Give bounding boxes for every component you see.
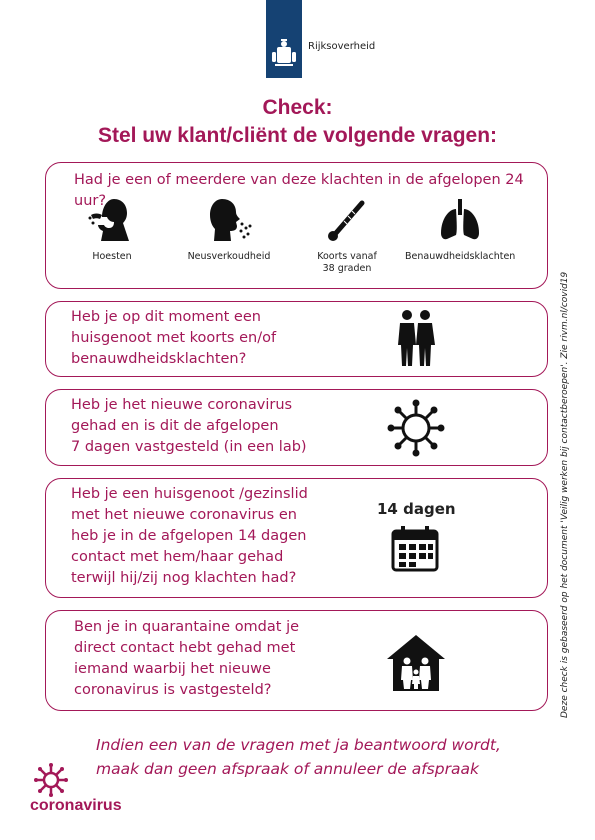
question-text [74,617,299,701]
brand-wordmark: coronavirus [30,797,122,814]
symptom-fever [292,195,402,275]
question-line: Ben je in quarantaine omdat je [74,619,300,635]
question-line: heb je in de afgelopen 14 dagen [71,528,307,544]
symptom-cough [57,195,167,263]
title-check: Check: [262,96,333,119]
symptom-label: Neusverkoudheid [187,251,271,262]
symptom-label: Hoesten [92,251,132,262]
question-card-household-contact [45,478,548,598]
question-card-household-fever [45,301,548,377]
symptoms-question: Had je een of meerdere van deze klachten in de afgelopen 24 uur? [74,172,524,209]
symptom-label-line1: Koorts vanaf [317,251,377,262]
coughing-person-icon [87,195,137,245]
calendar-icon [391,526,439,572]
org-name: Rijksoverheid [308,41,376,52]
question-text [71,307,276,370]
question-line: direct contact hebt gehad met [74,640,296,656]
question-line: terwijl hij/zij nog klachten had? [71,570,297,586]
household-people-icon [395,308,437,368]
question-text [71,395,307,458]
question-line: coronavirus is vastgesteld? [74,682,272,698]
question-card-quarantine [45,610,548,711]
question-line: benauwdheidsklachten? [71,351,247,367]
coronavirus-logo-icon [33,762,69,798]
question-line: Heb je op dit moment een [71,309,261,325]
question-text [71,484,308,589]
question-card-coronavirus-diagnosed [45,389,548,466]
footer-line: Indien een van de vragen met ja beantwoord wordt, [96,736,501,754]
question-line: iemand waarbij het nieuwe [74,661,271,677]
virus-icon [384,396,448,460]
thermometer-icon [322,195,372,245]
question-line: huisgenoot met koorts en/of [71,330,277,346]
lungs-icon [435,195,485,245]
question-line: Heb je het nieuwe coronavirus [71,397,293,413]
symptom-label-line2: 38 graden [322,263,372,274]
question-line: 7 dagen vastgesteld (in een lab) [71,439,307,455]
symptom-label: Benauwdheidsklachten [405,251,516,262]
sneezing-person-icon [204,195,254,245]
footer-line: maak dan geen afspraak of annuleer de afspraak [96,760,479,778]
symptom-breathing [405,195,515,263]
crest-icon [266,0,302,78]
question-line: Heb je een huisgenoot /gezinslid [71,486,308,502]
rijksoverheid-logo [266,0,302,78]
symptoms-card [45,162,548,289]
question-line: met het nieuwe coronavirus en [71,507,297,523]
days-badge: 14 dagen [377,500,456,518]
title-main: Stel uw klant/cliënt de volgende vragen: [97,124,498,147]
question-line: gehad en is dit de afgelopen [71,418,279,434]
symptom-cold [174,195,284,263]
question-line: contact met hem/haar gehad [71,549,284,565]
side-note: Deze check is gebaseerd op het document 'Veilig werken bij contactberoepen'. Zie rivm.nl/covid19 [560,271,570,718]
footer-instruction [96,733,501,781]
house-family-icon [385,633,447,693]
